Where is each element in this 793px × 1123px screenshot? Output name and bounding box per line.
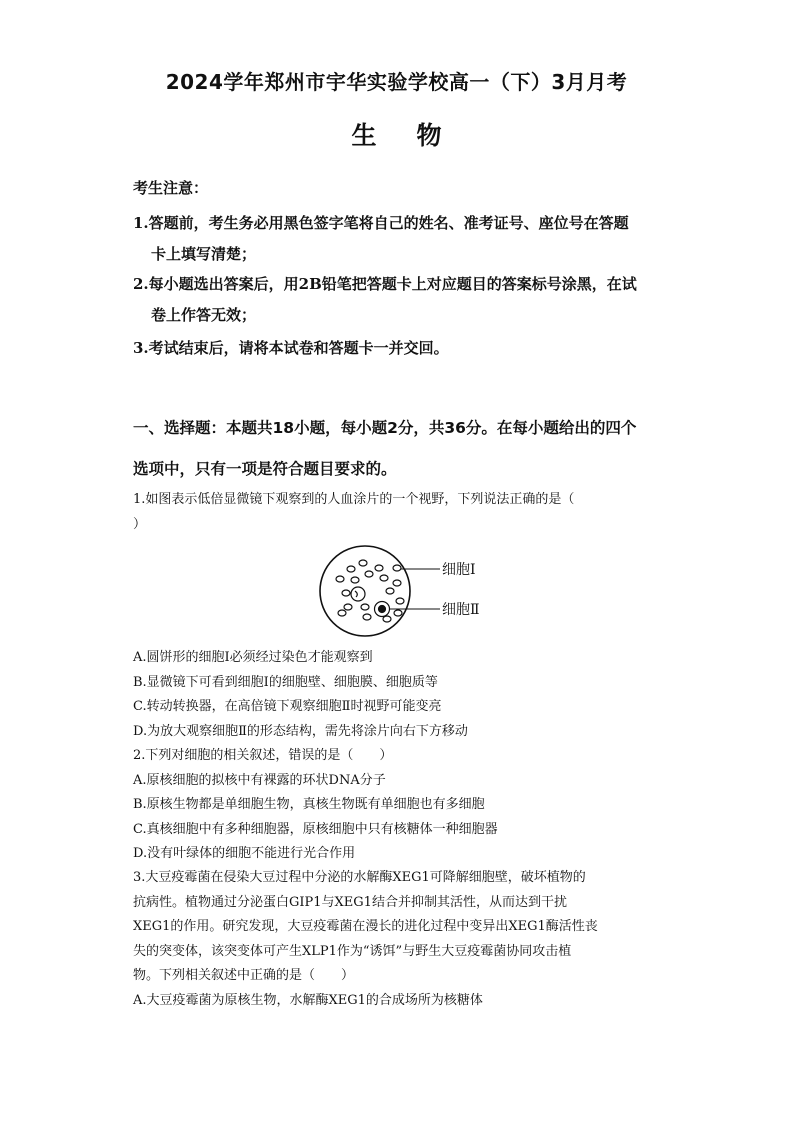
label-cell-1: 细胞Ⅰ — [442, 562, 476, 578]
option-1c: C.转动转换器，在高倍镜下观察细胞Ⅱ时视野可能变亮 — [133, 699, 442, 714]
notice-item-3 — [133, 333, 678, 364]
cell-1-center — [351, 587, 365, 601]
question-3 — [133, 866, 678, 1013]
section-heading-line1: 一、选择题：本题共18小题，每小题2分，共36分。在每小题给出的四个 — [133, 419, 637, 437]
notice-item-2 — [133, 269, 678, 331]
field-of-view-circle — [320, 546, 410, 636]
question-1-stem-line1: 1.如图表示低倍显微镜下观察到的人血涂片的一个视野，下列说法正确的是（ — [133, 492, 575, 507]
option-1b: B.显微镜下可看到细胞Ⅰ的细胞壁、细胞膜、细胞质等 — [133, 674, 438, 690]
question-2-stem: 2.下列对细胞的相关叙述，错误的是（ ） — [133, 748, 393, 763]
option-3a: A.大豆疫霉菌为原核生物，水解酶XEG1的合成场所为核糖体 — [133, 992, 483, 1008]
notice-item-3-line1: 3.考试结束后，请将本试卷和答题卡一并交回。 — [133, 339, 449, 357]
notice-item-2-line2: 卷上作答无效； — [151, 306, 257, 324]
label-cell-2: 细胞Ⅱ — [442, 602, 480, 618]
question-2 — [133, 744, 678, 867]
option-2d: D.没有叶绿体的细胞不能进行光合作用 — [133, 846, 356, 861]
notice-item-1 — [133, 208, 678, 270]
option-2a: A.原核细胞的拟核中有裸露的环状DNA分子 — [133, 772, 386, 788]
question-1-options — [133, 646, 678, 744]
option-1a: A.圆饼形的细胞Ⅰ必须经过染色才能观察到 — [133, 650, 373, 665]
option-2b: B.原核生物都是单细胞生物，真核生物既有单细胞也有多细胞 — [133, 797, 485, 812]
question-3-line3: XEG1的作用。研究发现，大豆疫霉菌在漫长的进化过程中变异出XEG1酶活性丧 — [133, 919, 598, 934]
question-1-stem-line2: ） — [133, 516, 147, 532]
question-1-stem — [133, 488, 678, 537]
blood-smear-figure — [318, 543, 498, 639]
notice-item-1-line1: 1.答题前，考生务必用黑色签字笔将自己的姓名、准考证号、座位号在答题 — [133, 214, 629, 232]
option-2c: C.真核细胞中有多种细胞器，原核细胞中只有核糖体一种细胞器 — [133, 821, 498, 837]
section-heading-line2: 选项中，只有一项是符合题目要求的。 — [133, 460, 397, 478]
question-3-line5: 物。下列相关叙述中正确的是（ ） — [133, 968, 355, 983]
blood-smear-diagram — [318, 543, 498, 639]
notice-item-1-line2: 卡上填写清楚； — [151, 245, 257, 263]
question-3-line1: 3.大豆疫霉菌在侵染大豆过程中分泌的水解酶XEG1可降解细胞壁，破坏植物的 — [133, 870, 586, 885]
notice-heading: 考生注意： — [133, 179, 209, 197]
red-blood-cells — [336, 560, 404, 622]
question-3-line4: 失的突变体，该突变体可产生XLP1作为“诱饵”与野生大豆疫霉菌协同攻击植 — [133, 943, 572, 959]
cell-2-white-blood-cell — [375, 602, 390, 617]
exam-title: 2024学年郑州市宇华实验学校高一（下）3月月考 — [165, 70, 628, 94]
section-heading — [133, 408, 678, 490]
subject-title: 生物 — [351, 121, 482, 150]
question-3-line2: 抗病性。植物通过分泌蛋白GIP1与XEG1结合并抑制其活性，从而达到干扰 — [133, 894, 567, 910]
notice-item-2-line1: 2.每小题选出答案后，用2B铅笔把答题卡上对应题目的答案标号涂黑，在试 — [133, 275, 637, 293]
option-1d: D.为放大观察细胞Ⅱ的形态结构，需先将涂片向右下方移动 — [133, 723, 468, 739]
